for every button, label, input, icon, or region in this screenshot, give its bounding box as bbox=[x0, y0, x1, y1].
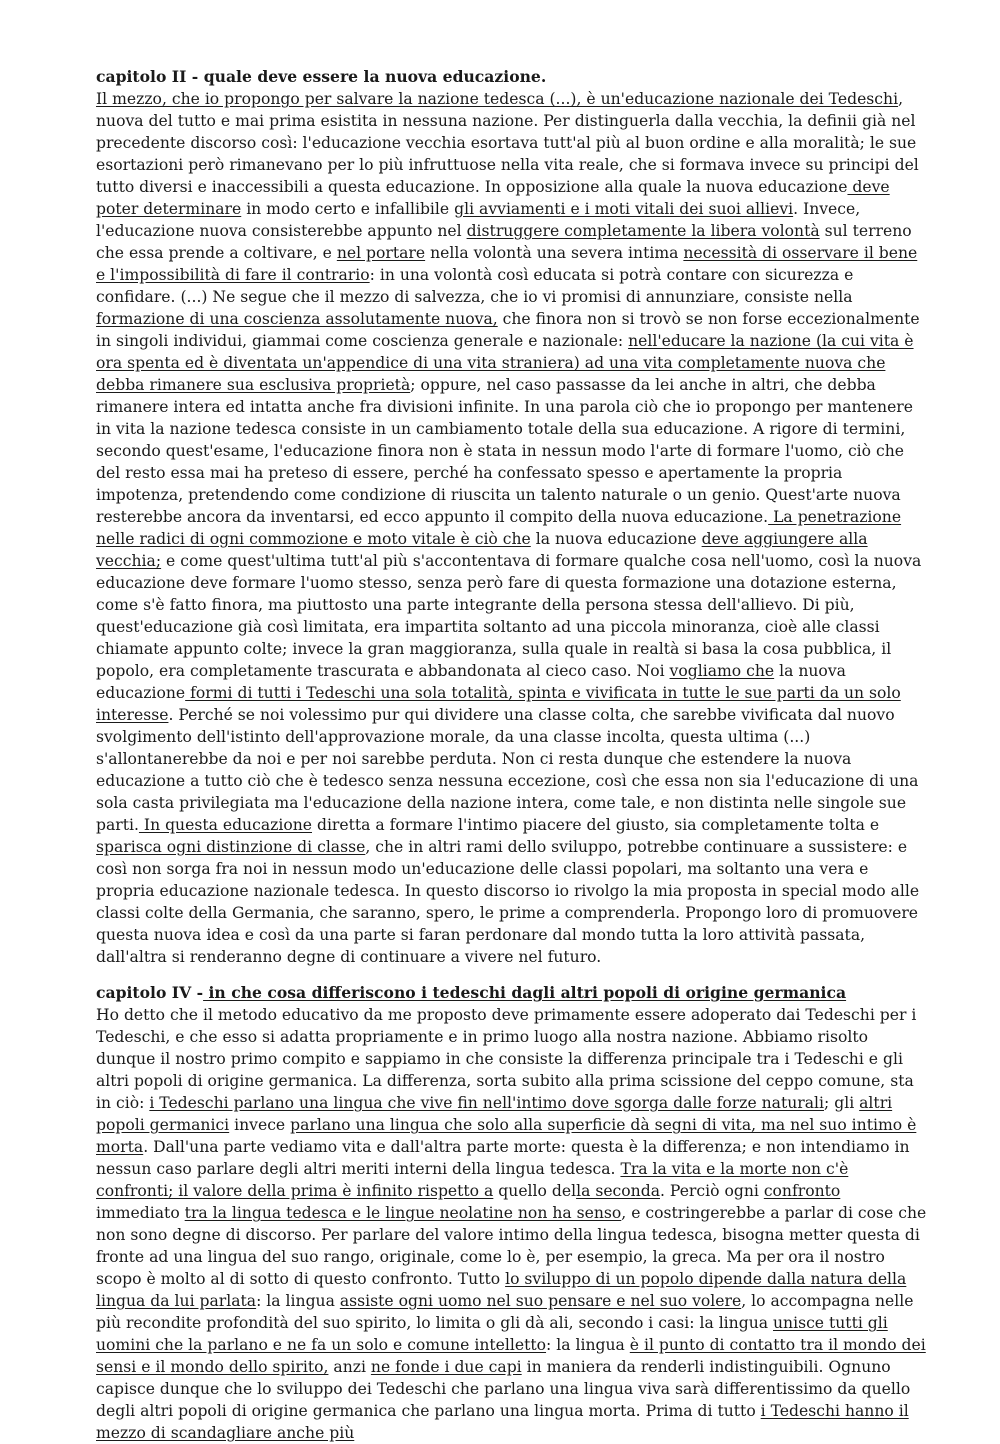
underlined-text: assiste ogni uomo nel suo pensare e nel suo volere bbox=[339, 1292, 742, 1310]
underlined-text: lo sviluppo di un popolo dipende dalla natura della lingua da lui parlata bbox=[96, 1270, 907, 1310]
text-run: ; oppure, nel caso passasse da lei anche in altri, che debba rimanere intera ed intatta anche fra divisioni infinite. In una parola ciò che io propongo per mantenere in vita la nazione tedesca consiste in un cambiamento totale della sua educazione. A rigore di termini, secondo quest'esame, l'educazione finora non è stata in nessun modo l'arte di formare l'uomo, ciò che del resto essa mai ha preteso di essere, perché ha confessato spesso e apertamente la propria impotenza, pretendendo come condizione di riuscita un talento naturale o un genio. Quest'arte nuova resterebbe ancora da inventarsi, ed ecco appunto il compito della nuova educazione. bbox=[96, 376, 913, 526]
underlined-text: vogliamo che bbox=[669, 662, 775, 680]
chapter-heading bbox=[96, 982, 928, 1004]
underlined-text: nell'educare la nazione (la cui vita è ora spenta ed è diventata un'appendice di una vita straniera) ad una vita completamente nuova che debba rimanere sua esclusiva proprietà bbox=[96, 332, 914, 394]
underlined-text: tra la lingua tedesca e le lingue neolatine non ha senso bbox=[184, 1204, 622, 1222]
underlined-text: i Tedeschi hanno il mezzo di scandagliare anche più bbox=[96, 1402, 909, 1442]
text-run: , lo accompagna nelle più recondite profondità del suo spirito, lo limita o gli dà ali, secondo i casi: la lingua bbox=[96, 1292, 914, 1332]
underlined-text: gli avviamenti e i moti vitali dei suoi allievi bbox=[454, 200, 794, 218]
underlined-text: confronto bbox=[763, 1182, 841, 1200]
text-run: nella volontà una severa intima bbox=[425, 244, 684, 262]
underlined-text: deve aggiungere alla vecchia; bbox=[96, 530, 868, 570]
underlined-text: altri popoli germanici bbox=[96, 1094, 893, 1134]
text-run: quello del bbox=[493, 1182, 577, 1200]
text-run: immediato bbox=[96, 1204, 185, 1222]
underlined-text: formazione di una coscienza assolutamente nuova, bbox=[96, 310, 498, 328]
text-run: e come quest'ultima tutt'al più s'accontentava di formare qualche cosa nell'uomo, così la nuova educazione deve formare l'uomo stesso, senza però fare di questa formazione una dotazione esterna, come s'è fatto finora, ma piuttosto una parte integrante della persona stessa dell'allievo. Di più, quest'educazione già così limitata, era impartita soltanto ad una piccola minoranza, cioè alle classi chiamate appunto colte; invece la gran maggioranza, sulla quale in realtà si basa la cosa pubblica, il popolo, era completamente trascurata e abbandonata al cieco caso. Noi bbox=[96, 552, 922, 680]
text-run: capitolo II - quale deve essere la nuova educazione. bbox=[96, 67, 547, 86]
chapter-body bbox=[96, 1004, 928, 1444]
underlined-text: nel portare bbox=[336, 244, 426, 262]
underlined-text: in che cosa differiscono i tedeschi dagli altri popoli di origine germanica bbox=[203, 983, 847, 1002]
underlined-text: è il punto di contatto tra il mondo dei sensi e il mondo dello spirito, bbox=[96, 1336, 926, 1376]
text-run: : in una volontà così educata si potrà contare con sicurezza e confidare. (...) Ne segue che il mezzo di salvezza, che io vi promisi di annunziare, consiste nella bbox=[96, 266, 854, 306]
underlined-text: ne fonde i due capi bbox=[370, 1358, 522, 1376]
underlined-text: In questa educazione bbox=[138, 816, 312, 834]
underlined-text: Tra la vita e la morte non c'è confronti; il valore della prima è infinito rispetto a bbox=[96, 1160, 849, 1200]
text-run: che finora non si trovò se non forse eccezionalmente in singoli individui, giammai come coscienza generale e nazionale: bbox=[96, 310, 920, 350]
text-run: capitolo IV - bbox=[96, 983, 204, 1002]
text-run: la nuova educazione bbox=[530, 530, 702, 548]
chapter-body bbox=[96, 88, 928, 968]
underlined-text: distruggere completamente la libera volontà bbox=[466, 222, 820, 240]
text-run: . Dall'una parte vediamo vita e dall'altra parte morte: questa è la differenza; e non intendiamo in nessun caso parlare degli altri meriti interni della lingua tedesca. bbox=[96, 1138, 910, 1178]
text-run: . Invece, l'educazione nuova consisterebbe appunto nel bbox=[96, 200, 861, 240]
text-run: in modo certo e infallibile bbox=[241, 200, 455, 218]
text-run: , che in altri rami dello sviluppo, potrebbe continuare a sussistere: e così non sorga fra noi in nessun modo un'educazione delle classi popolari, ma soltanto una vera e propria educazione nazionale tedesca. In questo discorso io rivolgo la mia proposta in special modo alle classi colte della Germania, che saranno, spero, le prime a comprenderla. Propongo loro di promuovere questa nuova idea e così da una parte si faran perdonare dal mondo tutta la loro attività passata, dall'altra si renderanno degne di continuare a vivere nel futuro. bbox=[96, 838, 920, 966]
underlined-text: parlano una lingua che solo alla superficie dà segni di vita, ma nel suo intimo è morta bbox=[96, 1116, 917, 1156]
text-run: . Perciò ogni bbox=[660, 1182, 764, 1200]
text-run: ; gli bbox=[824, 1094, 860, 1112]
text-run: sul terreno che essa prende a coltivare, e bbox=[96, 222, 912, 262]
underlined-text: la seconda bbox=[576, 1182, 660, 1200]
text-run: : la lingua bbox=[546, 1336, 630, 1354]
text-run: invece bbox=[229, 1116, 291, 1134]
underlined-text: sparisca ogni distinzione di classe bbox=[96, 838, 366, 856]
underlined-text: deve poter determinare bbox=[96, 178, 890, 218]
underlined-text: Il mezzo, che io propongo per salvare la nazione tedesca (...), è un'educazione nazionale dei Tedeschi bbox=[96, 90, 899, 108]
text-run: la nuova educazione bbox=[96, 662, 846, 702]
underlined-text: necessità di osservare il bene e l'impossibilità di fare il contrario bbox=[96, 244, 918, 284]
underlined-text: formi di tutti i Tedeschi una sola totalità, spinta e vivificata in tutte le sue parti da un solo interesse bbox=[96, 684, 901, 724]
section-chapter-4 bbox=[96, 982, 928, 1444]
text-run: , e costringerebbe a parlar di cose che non sono degne di discorso. Per parlare del valore intimo della lingua tedesca, bisogna metter questa di fronte ad una lingua del suo rango, originale, come lo è, per esempio, la greca. Ma per ora il nostro scopo è molto al di sotto di questo confronto. Tutto bbox=[96, 1204, 927, 1288]
text-run: in maniera da renderli indistinguibili. Ognuno capisce dunque che lo sviluppo dei Tedeschi che parlano una lingua viva sarà differentissimo da quello degli altri popoli di origine germanica che parlano una lingua morta. Prima di tutto bbox=[96, 1358, 911, 1420]
underlined-text: La penetrazione nelle radici di ogni commozione e moto vitale è ciò che bbox=[96, 508, 902, 548]
chapter-heading bbox=[96, 66, 928, 88]
text-run: diretta a formare l'intimo piacere del giusto, sia completamente tolta e bbox=[312, 816, 880, 834]
text-run: Ho detto che il metodo educativo da me proposto deve primamente essere adoperato dai Tedeschi per i Tedeschi, e che esso si adatta propriamente e in primo luogo alla nostra nazione. Abbiamo risolto dunque il nostro primo compito e sappiamo in che consiste la differenza principale tra i Tedeschi e gli altri popoli di origine germanica. La differenza, sorta subito alla prima scissione del ceppo comune, sta in ciò: bbox=[96, 1006, 917, 1112]
text-run: , nuova del tutto e mai prima esistita in nessuna nazione. Per distinguerla dalla vecchia, la definii già nel precedente discorso così: l'educazione vecchia esortava tutt'al più al buon ordine e alla moralità; le sue esortazioni però rimanevano per lo più infruttuose nella vita reale, che si formava invece su principi del tutto diversi e inaccessibili a questa educazione. In opposizione alla quale la nuova educazione bbox=[96, 90, 919, 196]
text-run: . Perché se noi volessimo pur qui dividere una classe colta, che sarebbe vivificata dal nuovo svolgimento dell'istinto dell'approvazione morale, da una classe incolta, questa ultima (...) s'allontanerebbe da noi e per noi sarebbe perduta. Non ci resta dunque che estendere la nuova educazione a tutto ciò che è tedesco senza nessuna eccezione, così che essa non sia l'educazione di una sola casta privilegiata ma l'educazione della nazione intera, come tale, e non distinta nelle singole sue parti. bbox=[96, 706, 919, 834]
section-chapter-2 bbox=[96, 66, 928, 968]
underlined-text: unisce tutti gli uomini che la parlano e ne fa un solo e comune intelletto bbox=[96, 1314, 888, 1354]
text-run: : la lingua bbox=[256, 1292, 340, 1310]
underlined-text: i Tedeschi parlano una lingua che vive fin nell'intimo dove sgorga dalle forze naturali bbox=[149, 1094, 825, 1112]
text-run: anzi bbox=[328, 1358, 371, 1376]
